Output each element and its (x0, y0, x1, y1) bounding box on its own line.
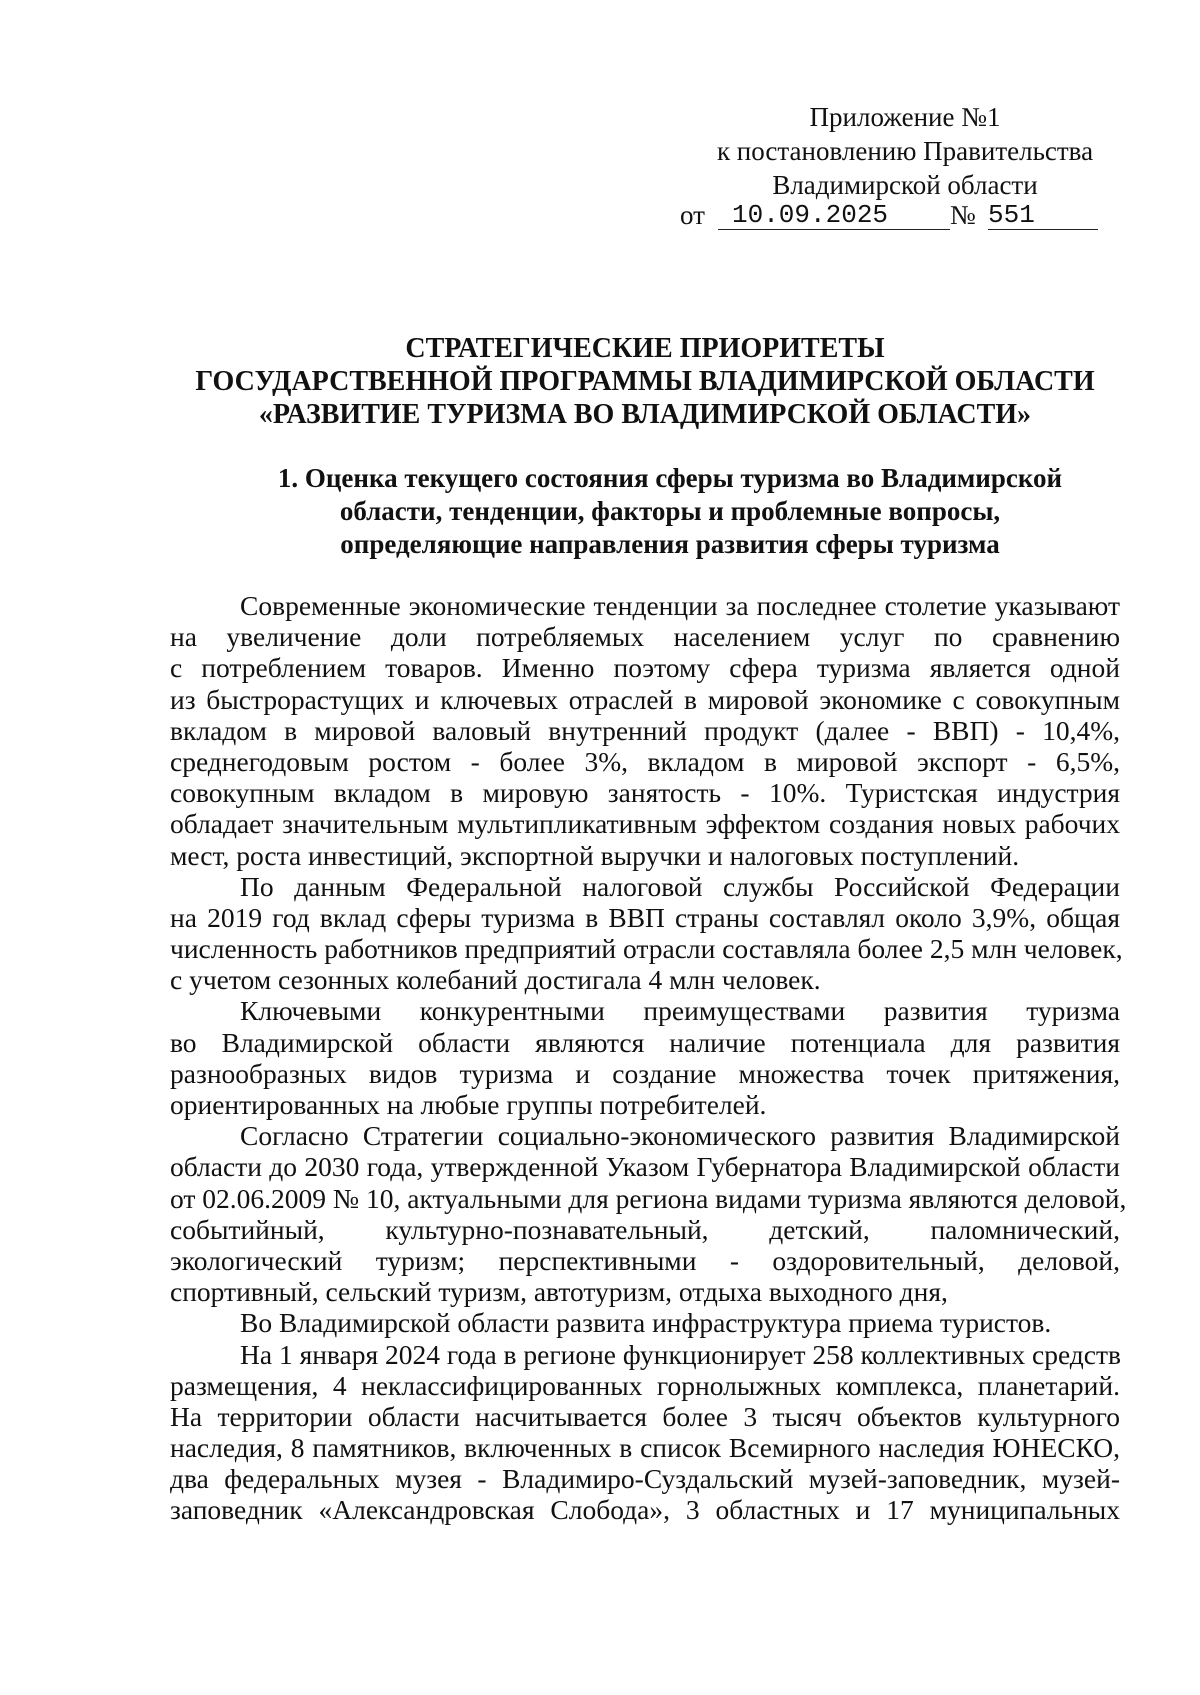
body-line: наследия, 8 памятников, включенных в список Всемирного наследия ЮНЕСКО, (170, 1432, 1120, 1464)
body-line: обладает значительным мультипликативным эффектом создания новых рабочих (170, 808, 1120, 840)
decree-number: 551 (988, 200, 1098, 230)
body-line: из быстрорастущих и ключевых отраслей в мировой экономике с совокупным (170, 683, 1120, 715)
body-line: заповедник «Александровская Слобода», 3 областных и 17 муниципальных (170, 1494, 1120, 1526)
body-line: размещения, 4 неклассифицированных горнолыжных комплекса, планетарий. (170, 1369, 1120, 1401)
body-line: Современные экономические тенденции за последнее столетие указывают (240, 590, 1120, 621)
appendix-line: к постановлению Правительства (716, 136, 1094, 166)
section-line: области, тенденции, факторы и проблемные вопросы, (339, 496, 1001, 526)
body-line: событийный, культурно-познавательный, детский, паломнический, (170, 1213, 1120, 1245)
body-line: вкладом в мировой валовый внутренний продукт (далее - ВВП) - 10,4%, (170, 714, 1120, 746)
body-line: По данным Федеральной налоговой службы Российской Федерации (240, 870, 1120, 902)
body-line: Согласно Стратегии социально-экономического развития Владимирской (240, 1120, 1120, 1152)
body-line: с потреблением товаров. Именно поэтому сфера туризма является одной (170, 652, 1120, 684)
body-line: на 2019 год вклад сферы туризма в ВВП страны составлял около 3,9%, общая (170, 901, 1120, 933)
body-text (170, 590, 1127, 1526)
body-line: экологический туризм; перспективными - оздоровительный, деловой, (170, 1244, 1120, 1276)
title-line: ГОСУДАРСТВЕННОЙ ПРОГРАММЫ ВЛАДИМИРСКОЙ ОБЛАСТИ (195, 366, 1095, 397)
body-line: мест, роста инвестиций, экспортной выручки и налоговых поступлений. (170, 839, 1020, 871)
body-line: области до 2030 года, утвержденной Указом Губернатора Владимирской области (170, 1151, 1120, 1183)
body-line: Во Владимирской области развита инфраструктура приема туристов. (240, 1307, 1052, 1339)
date-prefix: от (680, 200, 705, 230)
title-line: «РАЗВИТИЕ ТУРИЗМА ВО ВЛАДИМИРСКОЙ ОБЛАСТИ» (258, 399, 1032, 430)
body-line: два федеральных музея - Владимиро-Суздальский музей-заповедник, музей- (170, 1463, 1120, 1495)
body-line: с учетом сезонных колебаний достигала 4 млн человек. (170, 964, 821, 996)
body-line: На 1 января 2024 года в регионе функционирует 258 коллективных средств (240, 1338, 1122, 1370)
body-line: ориентированных на любые группы потребителей. (170, 1089, 767, 1120)
body-line: На территории области насчитывается более 3 тысяч объектов культурного (170, 1400, 1120, 1432)
document-title (170, 332, 1120, 431)
appendix-line: Владимирской области (772, 170, 1038, 200)
section-line: 1. Оценка текущего состояния сферы туризма во Владимирской (277, 463, 1063, 493)
number-prefix: № (950, 200, 976, 230)
body-line: на увеличение доли потребляемых населением услуг по сравнению (170, 621, 1120, 653)
body-line: среднегодовым ростом - более 3%, вкладом в мировой экспорт - 6,5%, (170, 745, 1120, 777)
appendix-header (690, 100, 1120, 202)
body-line: спортивный, сельский туризм, автотуризм, отдыха выходного дня, (170, 1276, 948, 1308)
body-line: во Владимирской области являются наличие потенциала для развития (170, 1026, 1120, 1058)
body-line: численность работников предприятий отрасли составляла более 2,5 млн человек, (170, 933, 1123, 965)
appendix-line: Приложение №1 (809, 102, 1001, 132)
section-line: определяющие направления развития сферы туризма (340, 529, 1000, 559)
body-line: совокупным вкладом в мировую занятость - 10%. Туристская индустрия (170, 777, 1120, 809)
body-line: Ключевыми конкурентными преимуществами развития туризма (240, 995, 1120, 1027)
decree-date: 10.09.2025 (718, 200, 950, 230)
title-line: СТРАТЕГИЧЕСКИЕ ПРИОРИТЕТЫ (405, 333, 885, 364)
section-heading (230, 462, 1110, 561)
body-line: разнообразных видов туризма и создание множества точек притяжения, (170, 1057, 1120, 1089)
body-line: от 02.06.2009 № 10, актуальными для региона видами туризма являются деловой, (170, 1182, 1127, 1214)
